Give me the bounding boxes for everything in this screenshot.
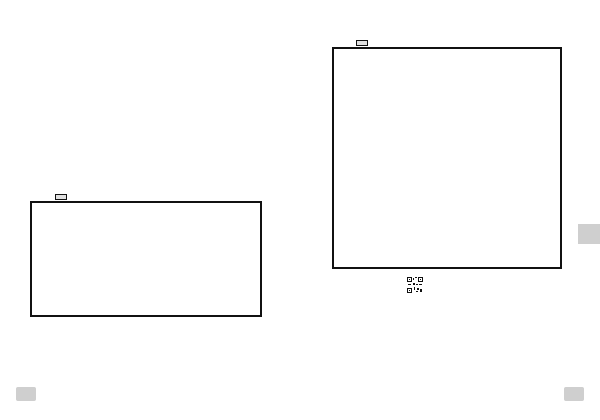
summary-box-right	[332, 47, 562, 269]
summary-tag-left	[55, 194, 67, 200]
summary-tag-right	[356, 40, 368, 46]
qr-code-icon[interactable]	[407, 277, 423, 293]
chapter-side-tab	[578, 224, 600, 244]
page-number-left	[16, 387, 36, 401]
page-number-right	[564, 387, 584, 401]
summary-box-left	[30, 201, 262, 317]
